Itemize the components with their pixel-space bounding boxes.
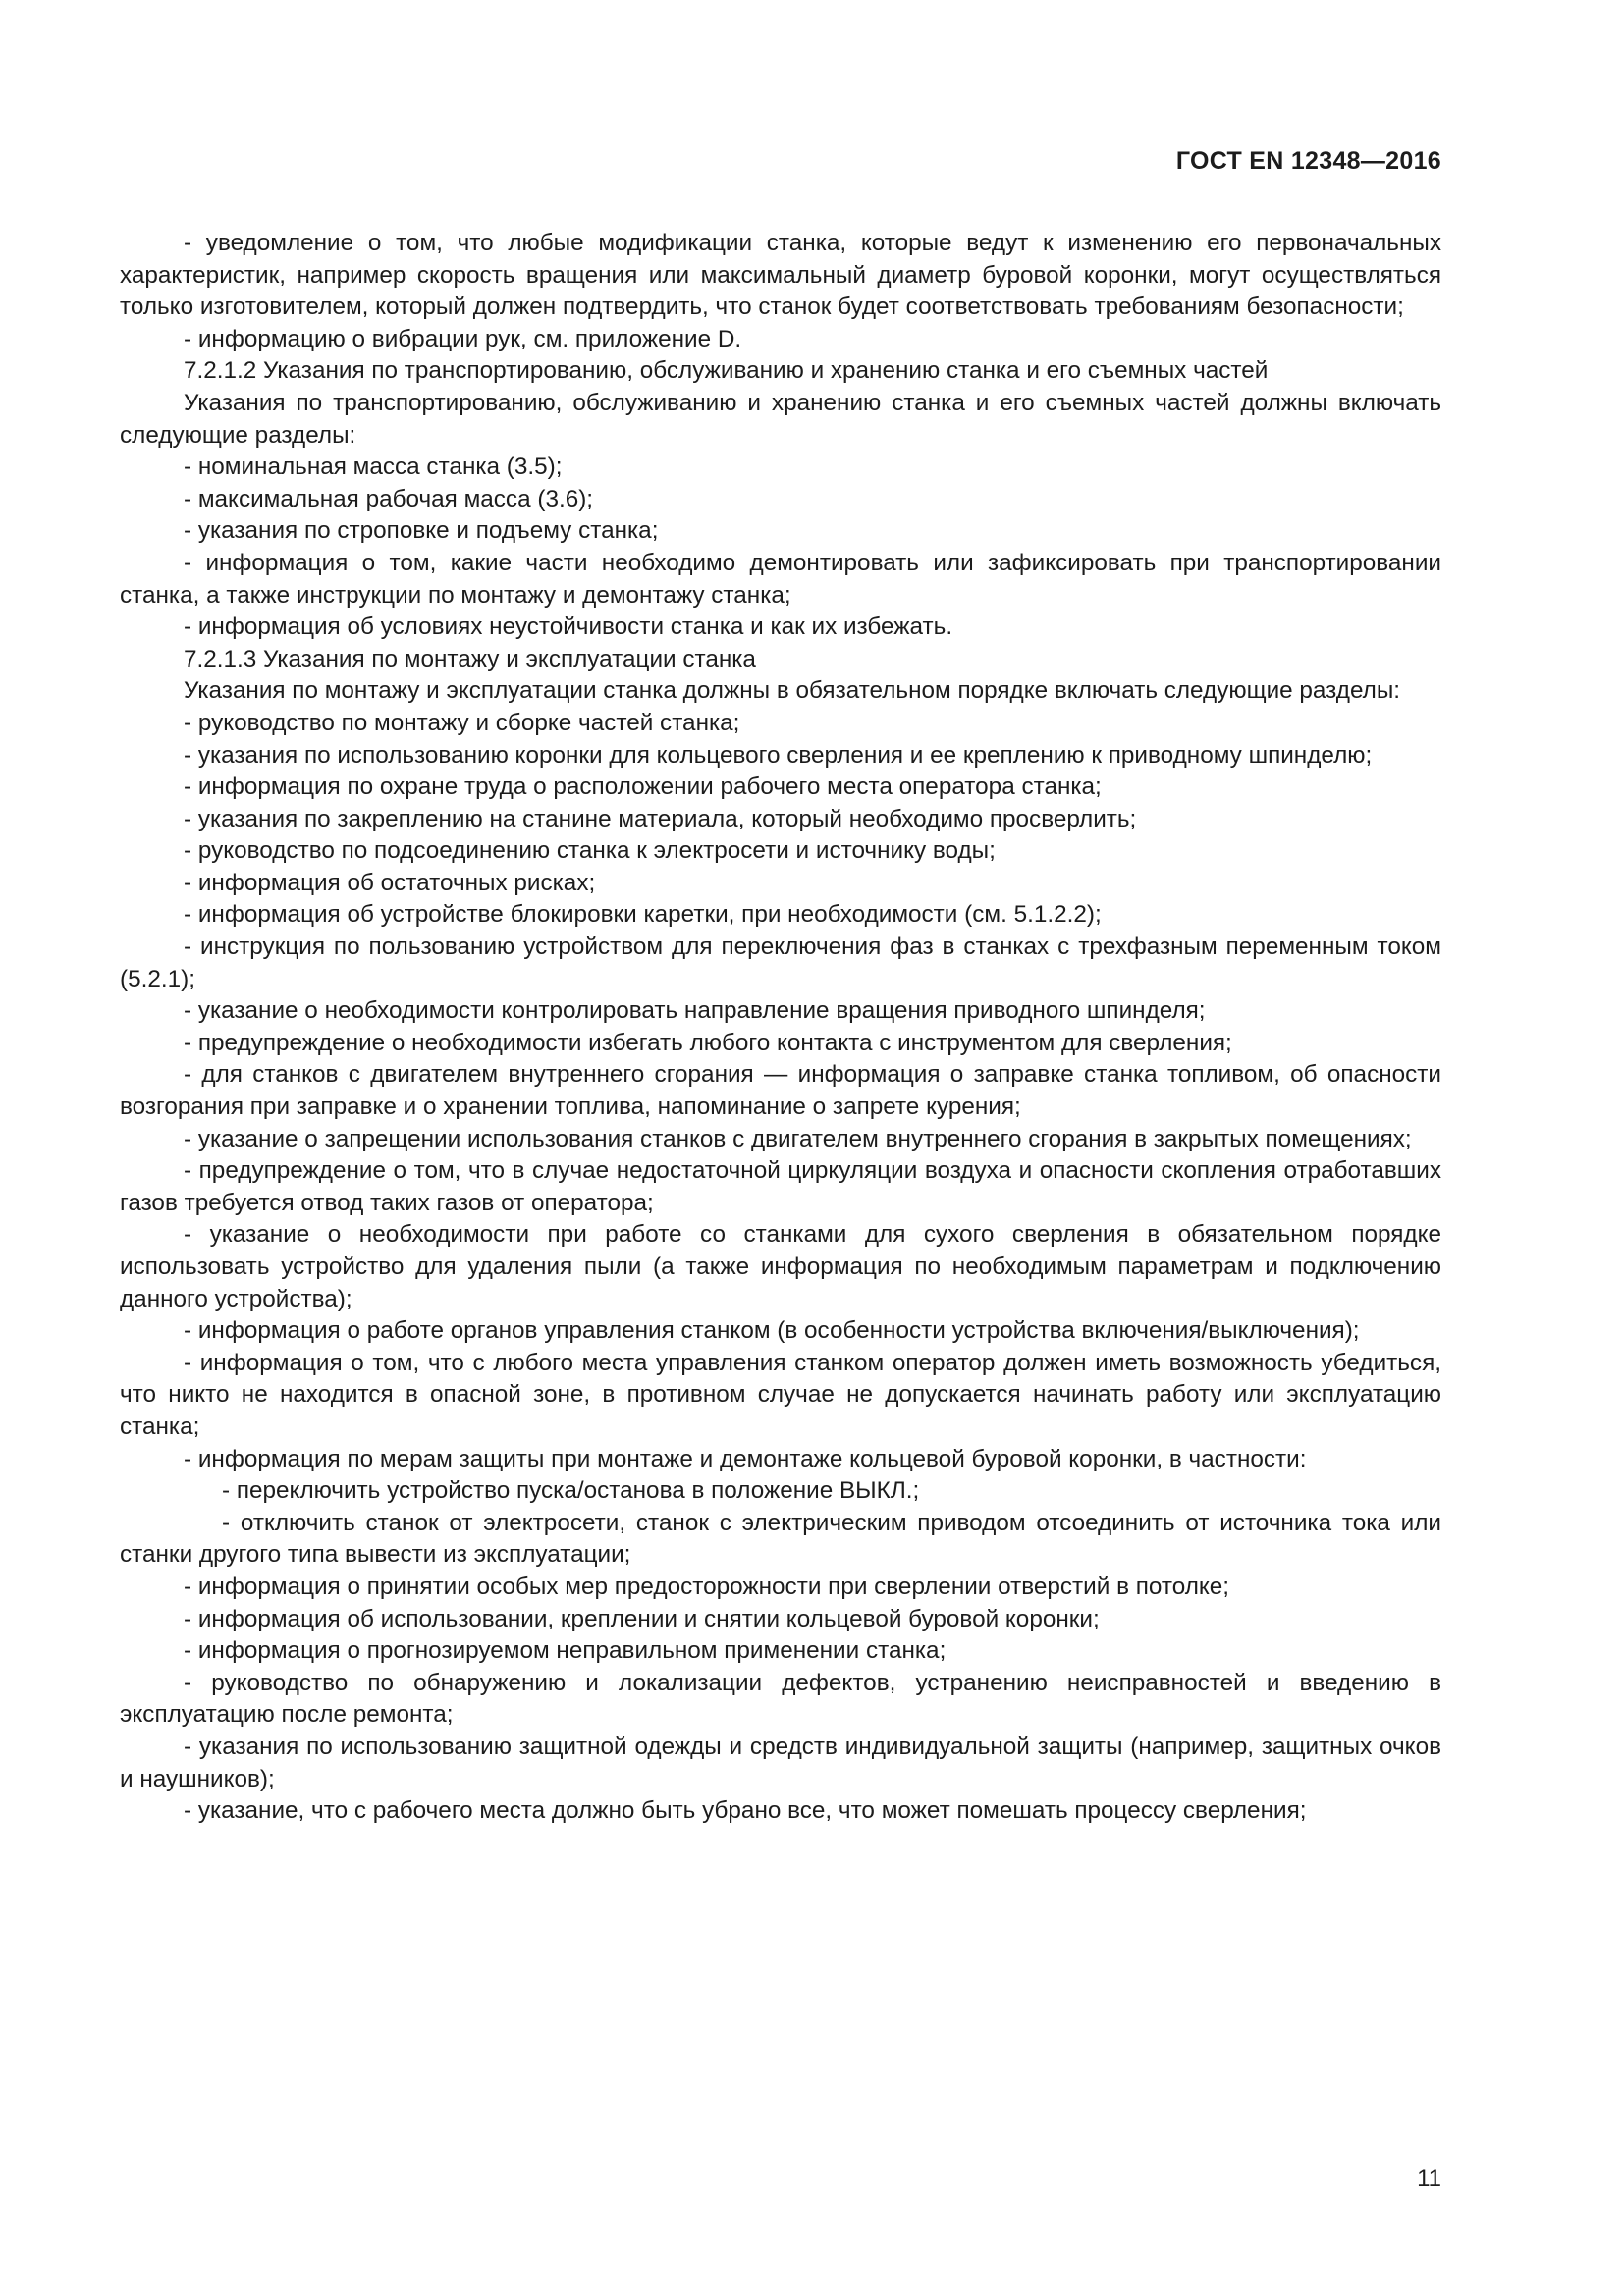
list-item: - руководство по подсоединению станка к электросети и источнику воды; [184, 837, 996, 865]
list-item: - руководство по обнаружению и локализации дефектов, устранению неисправностей и введению в эксплуатацию после ремонта; [120, 1669, 1441, 1729]
list-item: - инструкция по пользованию устройством для переключения фаз в станках с трехфазным переменным током (5.2.1); [120, 934, 1441, 992]
paragraph: Указания по монтажу и эксплуатации станка должны в обязательном порядке включать следующие разделы: [184, 677, 1401, 705]
list-item: - для станков с двигателем внутреннего сгорания — информация о заправке станка топливом, об опасности возгорания при заправке и о хранении топлива, напоминание о запрете курения; [120, 1061, 1441, 1121]
document-body [120, 228, 1441, 1828]
list-item: - информация о принятии особых мер предосторожности при сверлении отверстий в потолке; [184, 1573, 1230, 1600]
sub-list-item: - переключить устройство пуска/останова в положение ВЫКЛ.; [222, 1477, 920, 1505]
page-number: 11 [1417, 2165, 1441, 2192]
list-item: - предупреждение о необходимости избегать любого контакта с инструментом для сверления; [184, 1029, 1232, 1056]
sub-list-item: - отключить станок от электросети, станок с электрическим приводом отсоединить от источника тока или станки другого типа вывести из эксплуатации; [120, 1509, 1441, 1569]
paragraph: - информацию о вибрации рук, см. приложение D. [184, 325, 742, 352]
list-item: - информация о работе органов управления станком (в особенности устройства включения/выключения); [184, 1317, 1360, 1345]
list-item: - указания по закреплению на станине материала, который необходимо просверлить; [184, 805, 1137, 832]
list-item: - указание о необходимости при работе со станками для сухого сверления в обязательном порядке использовать устройство для удаления пыли (а также информация по необходимым параметрам и подключению данного устройства); [120, 1221, 1441, 1312]
list-item: - информация об остаточных рисках; [184, 869, 596, 896]
list-item: - информация о прогнозируемом неправильном применении станка; [184, 1637, 947, 1665]
list-item: - указания по использованию защитной одежды и средств индивидуальной защиты (например, защитных очков и наушников); [120, 1733, 1441, 1792]
list-item: - руководство по монтажу и сборке частей станка; [184, 709, 740, 736]
list-item: - указания по использованию коронки для кольцевого сверления и ее креплению к приводному шпинделю; [184, 741, 1373, 769]
list-item: - информация о том, что с любого места управления станком оператор должен иметь возможность убедиться, что никто не находится в опасной зоне, в противном случае не допускается начинать работу или эксплуатацию станка; [120, 1349, 1441, 1440]
section-heading: 7.2.1.3 Указания по монтажу и эксплуатации станка [184, 645, 756, 672]
list-item: - информация об использовании, креплении и снятии кольцевой буровой коронки; [184, 1605, 1100, 1632]
list-item: - указание о запрещении использования станков с двигателем внутреннего сгорания в закрытых помещениях; [184, 1125, 1412, 1152]
list-item: - указание о необходимости контролировать направление вращения приводного шпинделя; [184, 997, 1206, 1025]
paragraph: - уведомление о том, что любые модификации станка, которые ведут к изменению его первоначальных характеристик, например скорость вращения или максимальный диаметр буровой коронки, могут осуществляться только изготовителем, который должен подтвердить, что станок будет соответствовать требованиям безопасности; [120, 230, 1441, 321]
list-item: - информация по мерам защиты при монтаже и демонтаже кольцевой буровой коронки, в частности: [184, 1445, 1307, 1472]
list-item: - предупреждение о том, что в случае недостаточной циркуляции воздуха и опасности скопления отработавших газов требуется отвод таких газов от оператора; [120, 1157, 1441, 1216]
list-item: - указание, что с рабочего места должно быть убрано все, что может помешать процессу сверления; [184, 1797, 1307, 1825]
list-item: - номинальная масса станка (3.5); [184, 454, 563, 481]
list-item: - информация по охране труда о расположении рабочего места оператора станка; [184, 774, 1102, 801]
document-header: ГОСТ EN 12348—2016 [1175, 147, 1441, 175]
list-item: - максимальная рабочая масса (3.6); [184, 485, 594, 512]
paragraph: Указания по транспортированию, обслуживанию и хранению станка и его съемных частей должны включать следующие разделы: [120, 389, 1441, 449]
section-heading: 7.2.1.2 Указания по транспортированию, обслуживанию и хранению станка и его съемных частей [184, 357, 1269, 385]
list-item: - информация об устройстве блокировки каретки, при необходимости (см. 5.1.2.2); [184, 901, 1102, 929]
list-item: - информация о том, какие части необходимо демонтировать или зафиксировать при транспортировании станка, а также инструкции по монтажу и демонтажу станка; [120, 549, 1441, 609]
list-item: - информация об условиях неустойчивости станка и как их избежать. [184, 614, 953, 641]
list-item: - указания по строповке и подъему станка; [184, 517, 659, 545]
